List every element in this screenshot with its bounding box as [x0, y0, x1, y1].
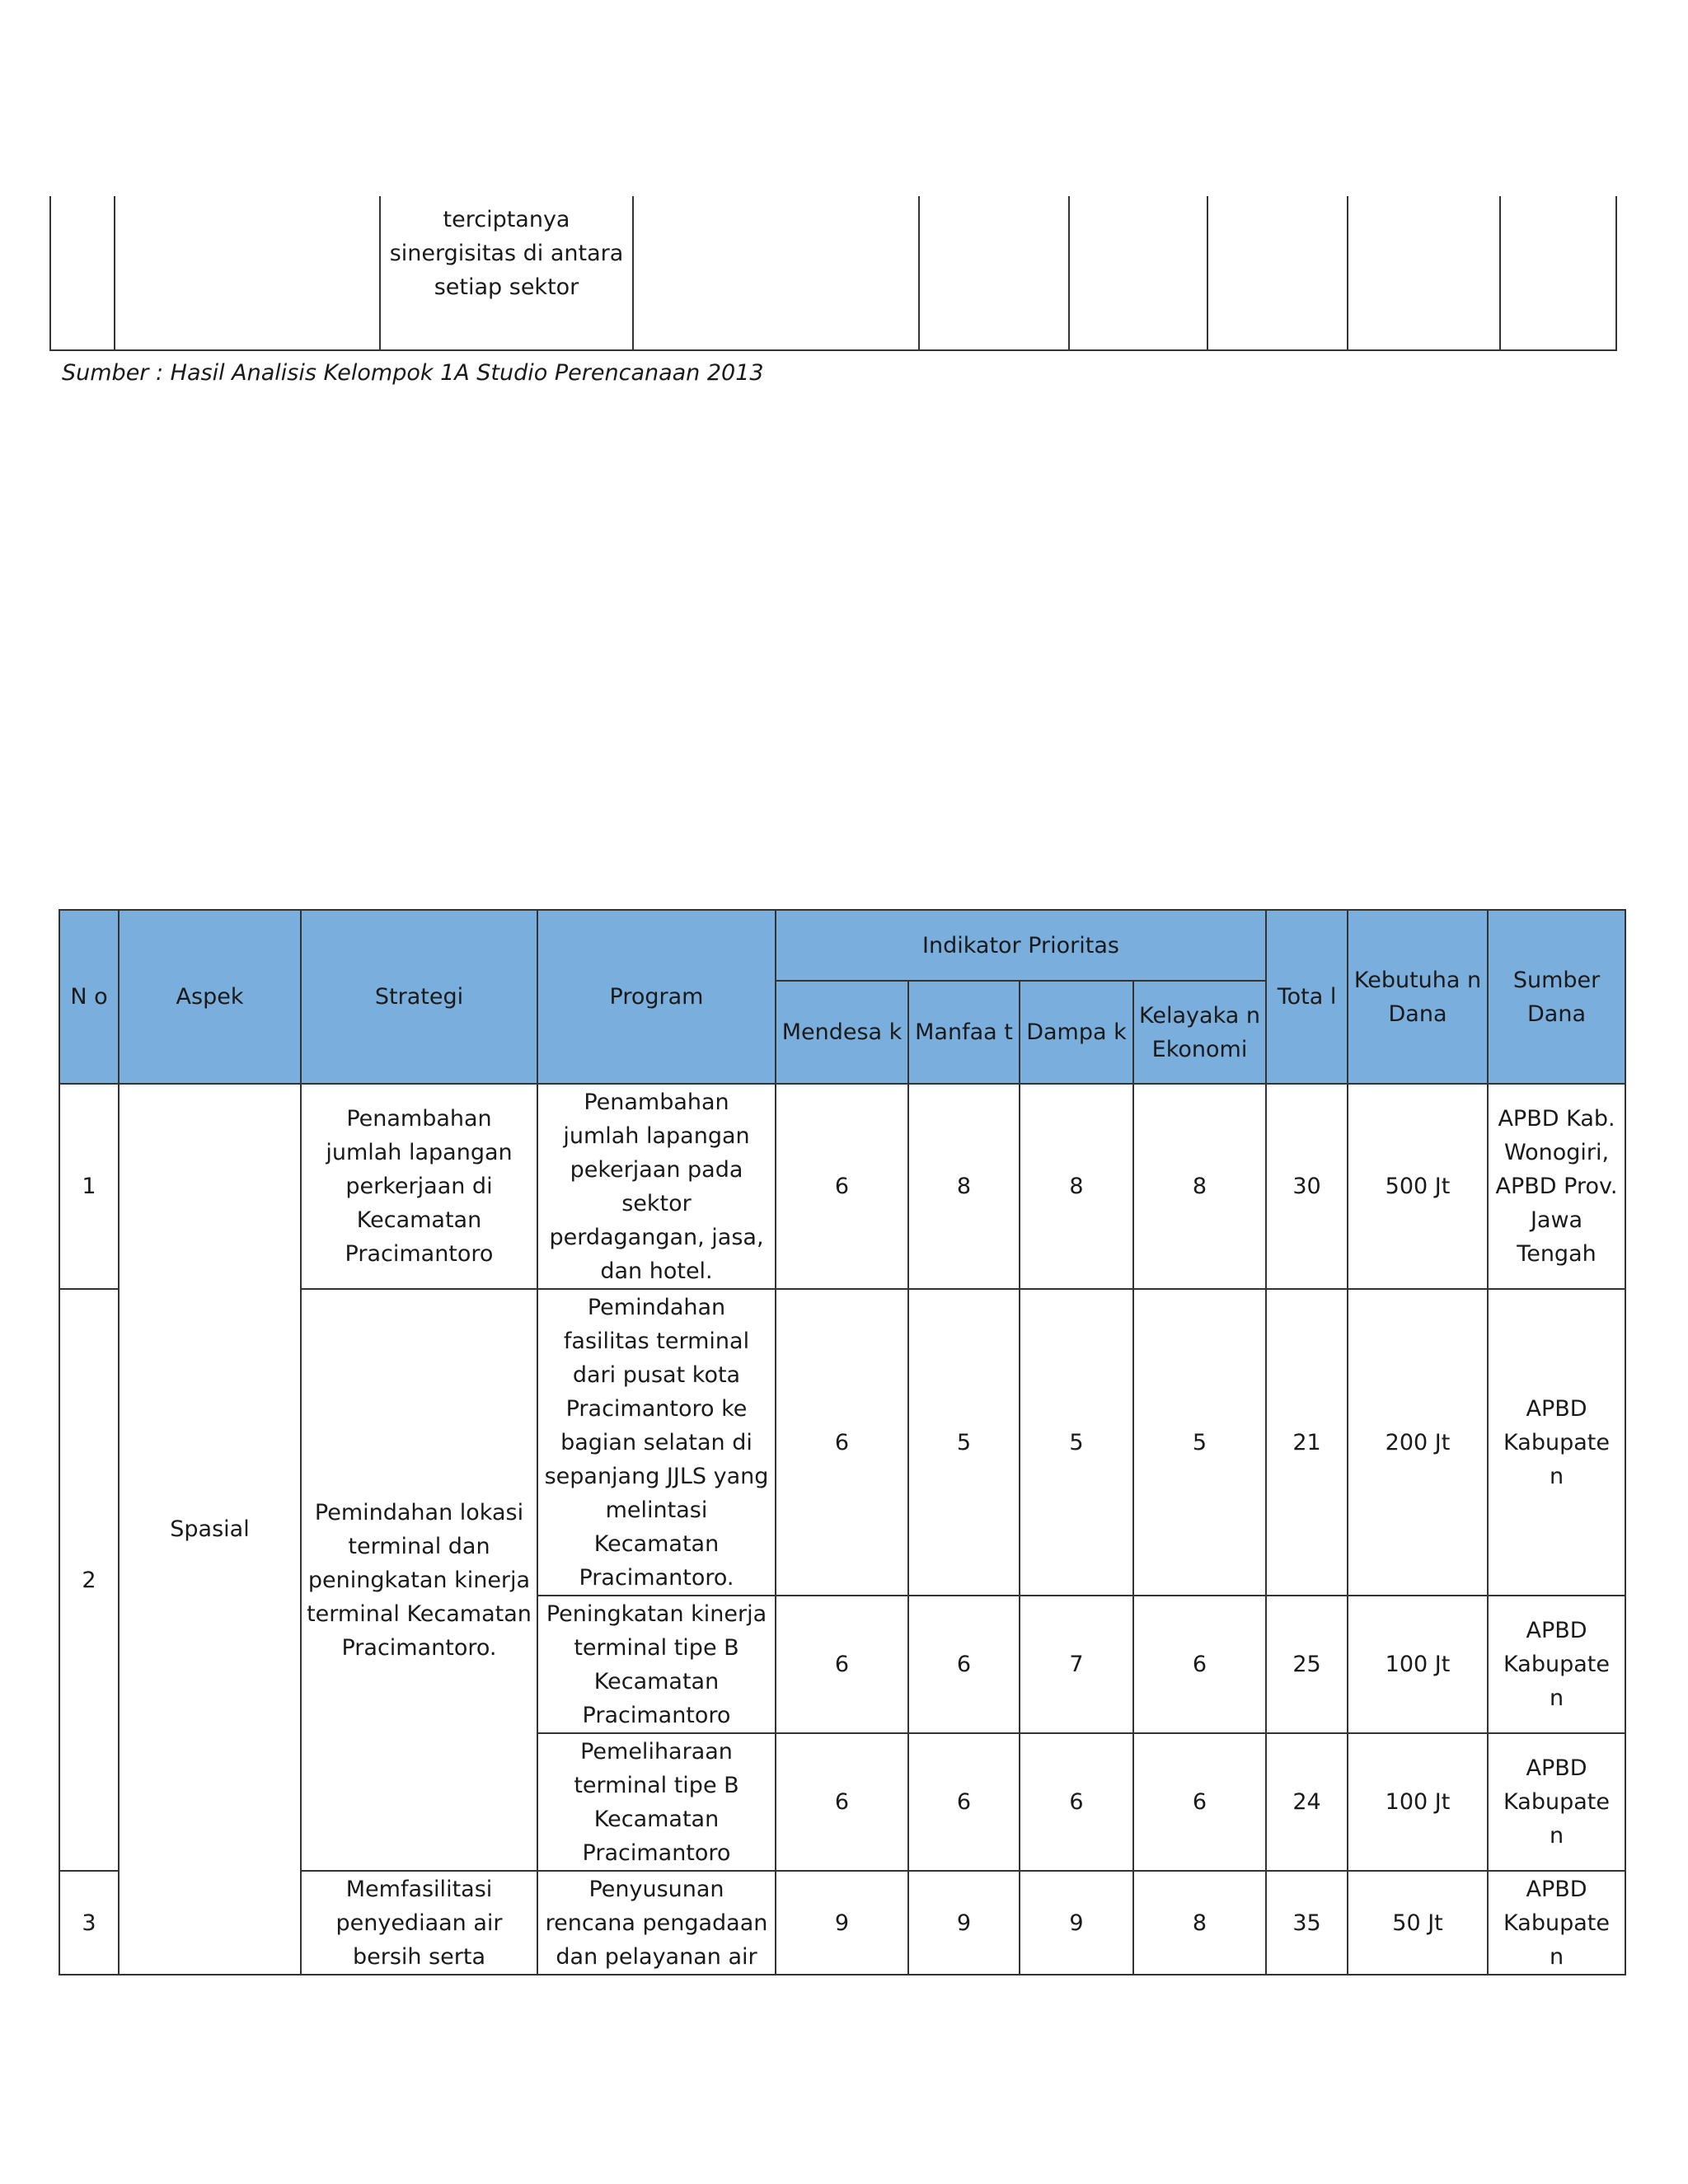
cell-no: 3: [59, 1871, 119, 1975]
cell-kebutuhan: 50 Jt: [1348, 1871, 1488, 1975]
strategy-text: terciptanya sinergisitas di antara setiap sektor: [389, 207, 624, 300]
cell-manfaat: 5: [908, 1289, 1020, 1596]
strategy-cell: [380, 196, 633, 350]
table-row: [59, 1084, 1625, 1289]
cell-dampak: 9: [1020, 1871, 1133, 1975]
cell-sumber: APBD Kabupate n: [1488, 1596, 1625, 1733]
cell-total: 30: [1266, 1084, 1348, 1289]
empty-cell: [633, 196, 919, 350]
cell-mendesak: 9: [776, 1871, 908, 1975]
cell-strategi: Memfasilitasi penyediaan air bersih serta: [301, 1871, 537, 1975]
cell-program: Pemindahan fasilitas terminal dari pusat kota Pracimantoro ke bagian selatan di sepanjang JJLS yang melintasi Kecamatan Pracimantoro.: [537, 1289, 776, 1596]
continuation-table: [49, 196, 1617, 351]
cell-kebutuhan: 200 Jt: [1348, 1289, 1488, 1596]
cell-kelayakan: 8: [1133, 1871, 1266, 1975]
cell-total: 24: [1266, 1733, 1348, 1871]
header-indikator-prioritas: Indikator Prioritas: [776, 910, 1266, 981]
header-mendesak: Mendesa k: [776, 981, 908, 1084]
cell-mendesak: 6: [776, 1733, 908, 1871]
priority-table: [59, 909, 1626, 1975]
cell-kebutuhan: 500 Jt: [1348, 1084, 1488, 1289]
cell-kelayakan: 6: [1133, 1733, 1266, 1871]
source-note: Sumber : Hasil Analisis Kelompok 1A Studio Perencanaan 2013: [62, 360, 764, 386]
cell-program: Penambahan jumlah lapangan pekerjaan pada sektor perdagangan, jasa, dan hotel.: [537, 1084, 776, 1289]
header-kelayakan-ekonomi: Kelayaka n Ekonomi: [1133, 981, 1266, 1084]
cell-kelayakan: 8: [1133, 1084, 1266, 1289]
header-program: Program: [537, 910, 776, 1084]
cell-kebutuhan: 100 Jt: [1348, 1733, 1488, 1871]
cell-kelayakan: 6: [1133, 1596, 1266, 1733]
header-total: Tota l: [1266, 910, 1348, 1084]
cell-sumber: APBD Kabupate n: [1488, 1733, 1625, 1871]
cell-total: 25: [1266, 1596, 1348, 1733]
cell-manfaat: 9: [908, 1871, 1020, 1975]
cell-no: 2: [59, 1289, 119, 1871]
cell-aspek-spasial: Spasial: [119, 1084, 301, 1975]
header-strategi: Strategi: [301, 910, 537, 1084]
cell-kebutuhan: 100 Jt: [1348, 1596, 1488, 1733]
empty-cell: [1348, 196, 1500, 350]
cell-program: Pemeliharaan terminal tipe B Kecamatan Pracimantoro: [537, 1733, 776, 1871]
empty-cell: [1069, 196, 1207, 350]
cell-total: 35: [1266, 1871, 1348, 1975]
cell-total: 21: [1266, 1289, 1348, 1596]
empty-cell: [115, 196, 380, 350]
cell-kelayakan: 5: [1133, 1289, 1266, 1596]
cell-dampak: 5: [1020, 1289, 1133, 1596]
header-sumber-dana: Sumber Dana: [1488, 910, 1625, 1084]
cell-mendesak: 6: [776, 1289, 908, 1596]
cell-manfaat: 6: [908, 1596, 1020, 1733]
cell-manfaat: 8: [908, 1084, 1020, 1289]
cell-dampak: 7: [1020, 1596, 1133, 1733]
header-aspek: Aspek: [119, 910, 301, 1084]
cell-no: 1: [59, 1084, 119, 1289]
cell-program: Peningkatan kinerja terminal tipe B Kecamatan Pracimantoro: [537, 1596, 776, 1733]
cell-strategi: Penambahan jumlah lapangan perkerjaan di Kecamatan Pracimantoro: [301, 1084, 537, 1289]
header-kebutuhan-dana: Kebutuha n Dana: [1348, 910, 1488, 1084]
cell-dampak: 8: [1020, 1084, 1133, 1289]
cell-program: Penyusunan rencana pengadaan dan pelayanan air: [537, 1871, 776, 1975]
empty-cell: [919, 196, 1069, 350]
empty-cell: [1207, 196, 1348, 350]
cell-dampak: 6: [1020, 1733, 1133, 1871]
cell-strategi: Pemindahan lokasi terminal dan peningkatan kinerja terminal Kecamatan Pracimantoro.: [301, 1289, 537, 1871]
cell-mendesak: 6: [776, 1596, 908, 1733]
cell-manfaat: 6: [908, 1733, 1020, 1871]
header-dampak: Dampa k: [1020, 981, 1133, 1084]
header-no: N o: [59, 910, 119, 1084]
cell-sumber: APBD Kabupate n: [1488, 1289, 1625, 1596]
empty-cell: [50, 196, 115, 350]
cell-mendesak: 6: [776, 1084, 908, 1289]
cell-sumber: APBD Kabupate n: [1488, 1871, 1625, 1975]
header-manfaat: Manfaa t: [908, 981, 1020, 1084]
cell-sumber: APBD Kab. Wonogiri, APBD Prov. Jawa Tengah: [1488, 1084, 1625, 1289]
empty-cell: [1500, 196, 1616, 350]
